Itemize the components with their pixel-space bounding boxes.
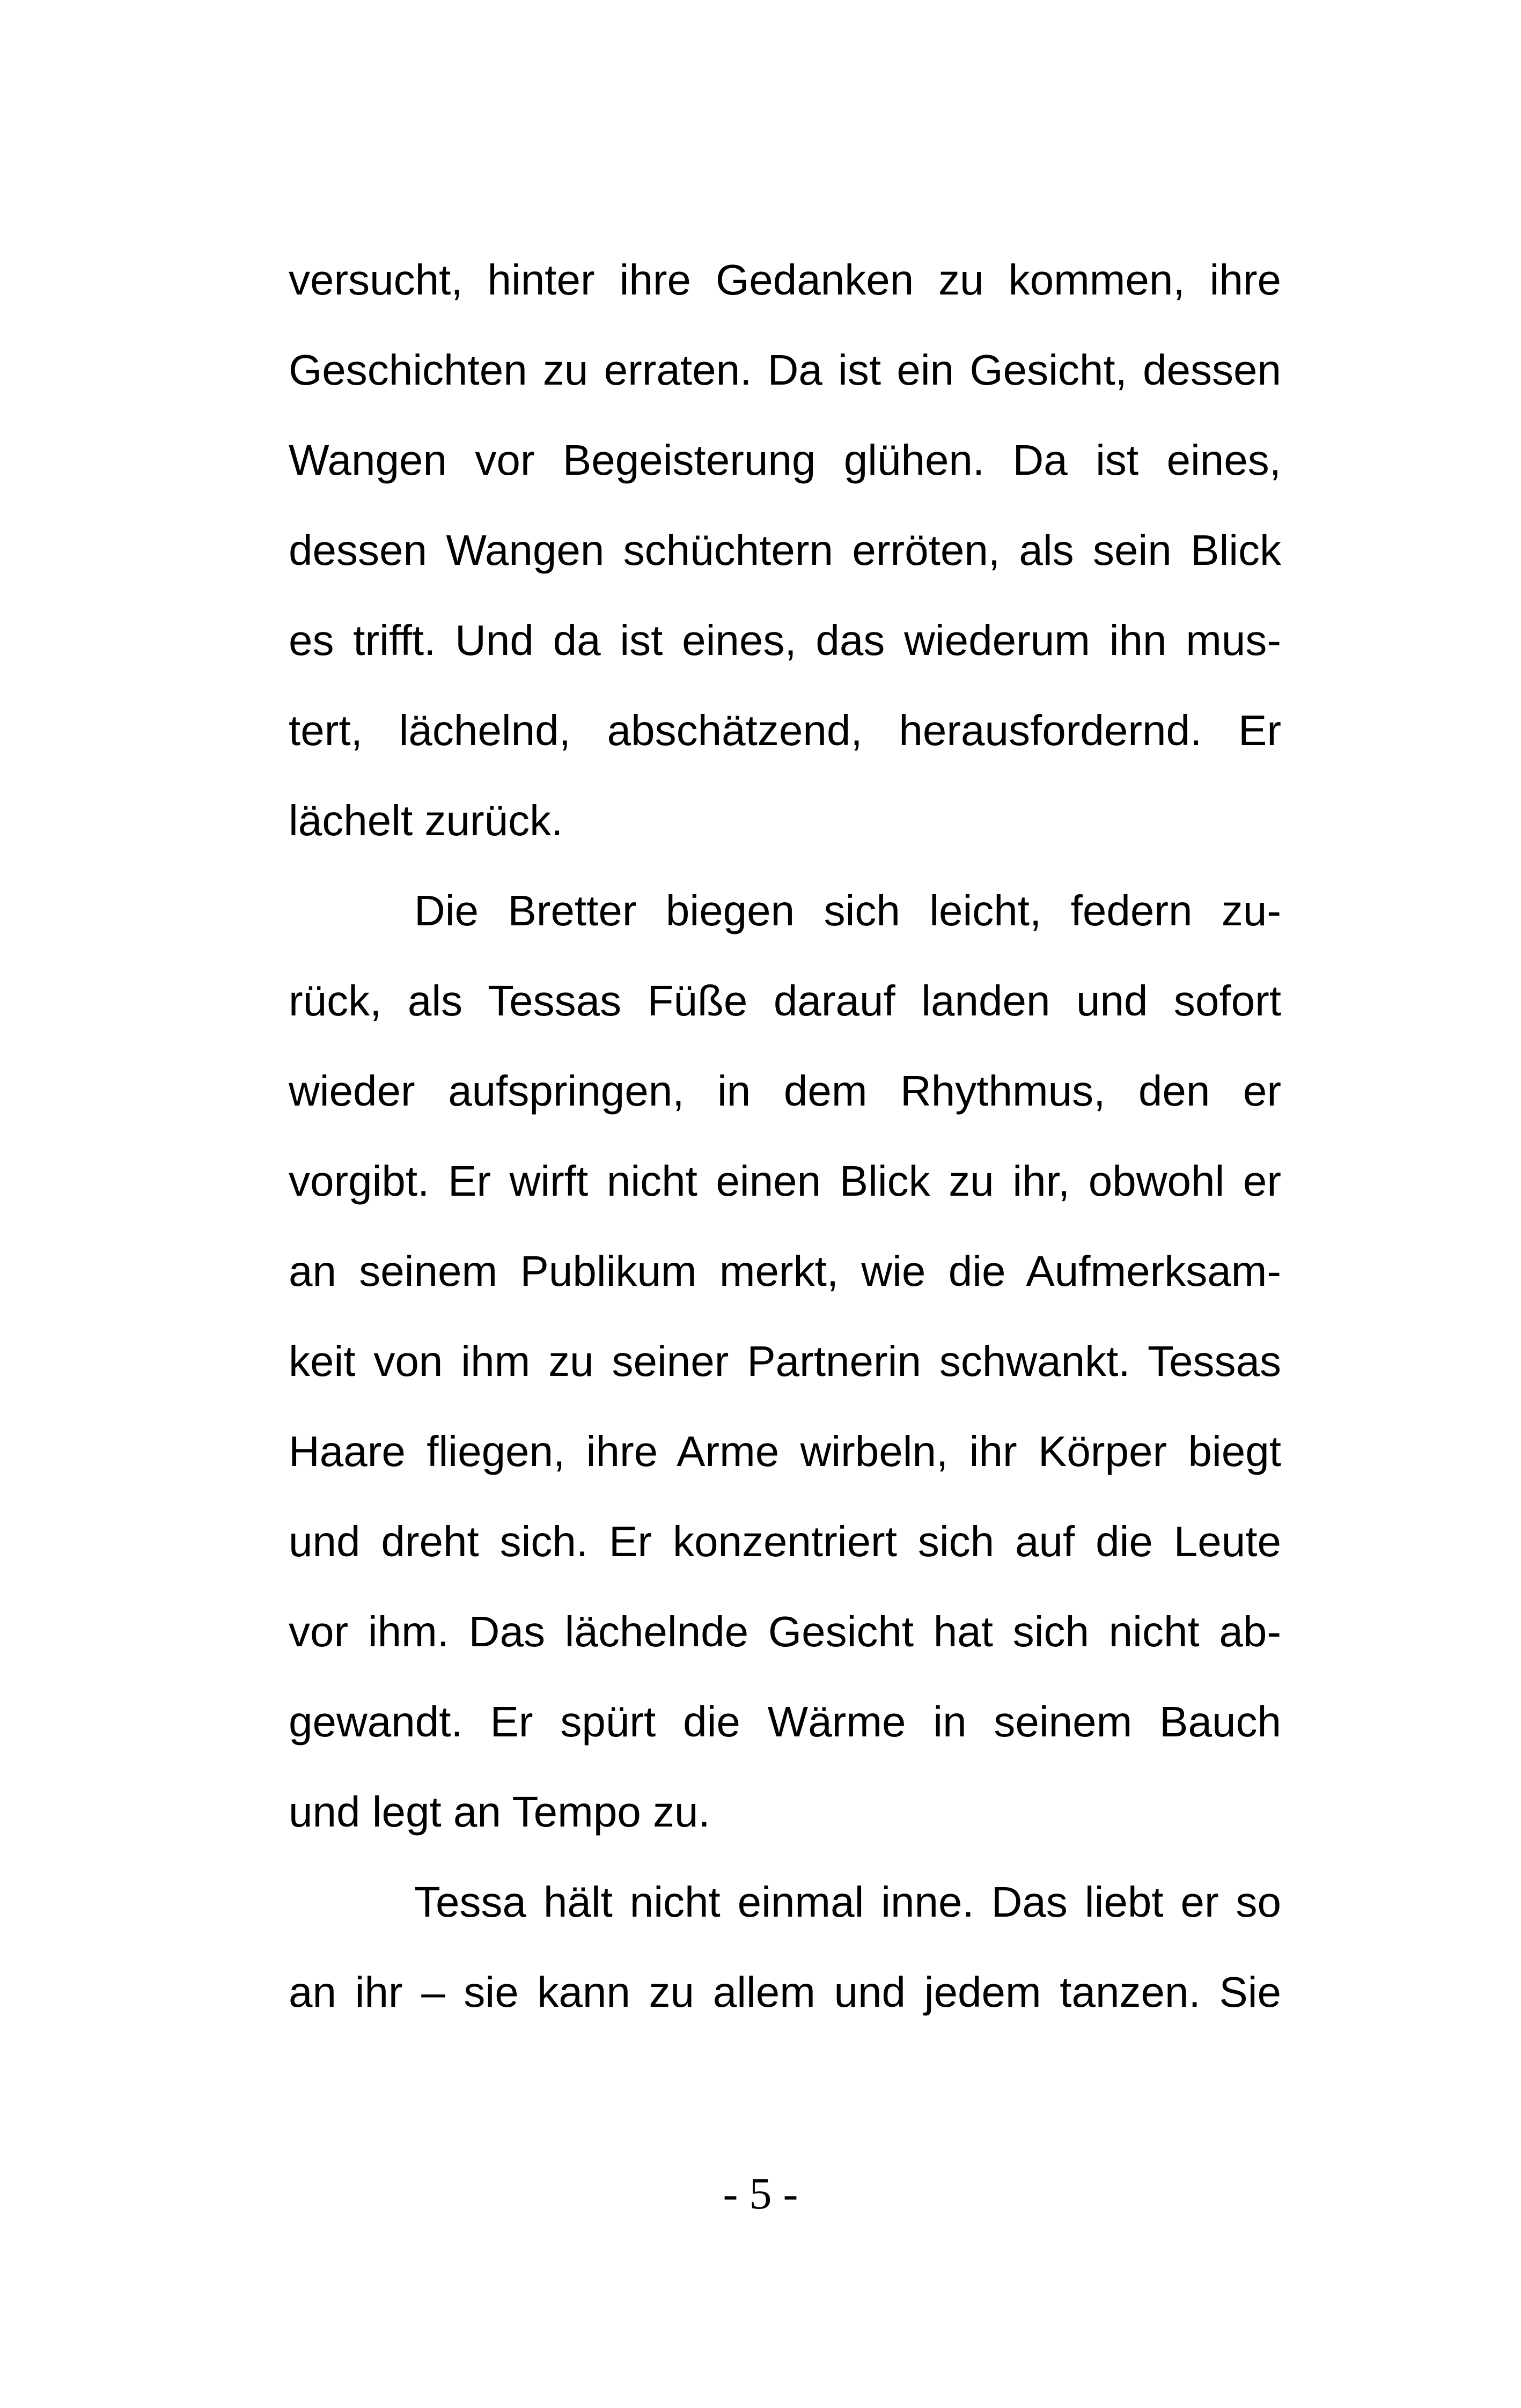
text-line: vorgibt. Er wirft nicht einen Blick zu ihr, obwohl er — [289, 1157, 1281, 1205]
text-line: es trifft. Und da ist eines, das wiederum ihn mus- — [289, 616, 1281, 664]
body-text — [289, 248, 1281, 2050]
text-line: dessen Wangen schüchtern erröten, als sein Blick — [289, 526, 1281, 574]
text-line: Geschichten zu erraten. Da ist ein Gesicht, dessen — [289, 346, 1281, 394]
text-line: versucht, hinter ihre Gedanken zu kommen, ihre — [289, 256, 1281, 304]
text-line: und legt an Tempo zu. — [289, 1788, 710, 1836]
text-line: vor ihm. Das lächelnde Gesicht hat sich nicht ab- — [289, 1608, 1281, 1655]
text-line: an seinem Publikum merkt, wie die Aufmerksam- — [289, 1247, 1281, 1295]
text-line: wieder aufspringen, in dem Rhythmus, den er — [289, 1067, 1281, 1115]
page-number: - 5 - — [723, 2169, 798, 2219]
text-line: lächelt zurück. — [289, 797, 563, 844]
text-line: gewandt. Er spürt die Wärme in seinem Bauch — [289, 1698, 1281, 1746]
text-line: tert, lächelnd, abschätzend, herausfordernd. Er — [289, 706, 1281, 754]
text-line: Wangen vor Begeisterung glühen. Da ist eines, — [289, 436, 1281, 484]
text-line: Haare fliegen, ihre Arme wirbeln, ihr Körper biegt — [289, 1427, 1281, 1475]
text-line: an ihr – sie kann zu allem und jedem tanzen. Sie — [289, 1968, 1281, 2016]
text-line: rück, als Tessas Füße darauf landen und sofort — [289, 977, 1281, 1025]
text-line: und dreht sich. Er konzentriert sich auf die Leute — [289, 1518, 1281, 1565]
text-line: Tessa hält nicht einmal inne. Das liebt er so — [414, 1878, 1281, 1926]
text-line: keit von ihm zu seiner Partnerin schwankt. Tessas — [289, 1337, 1281, 1385]
text-line: Die Bretter biegen sich leicht, federn zu- — [414, 887, 1281, 934]
